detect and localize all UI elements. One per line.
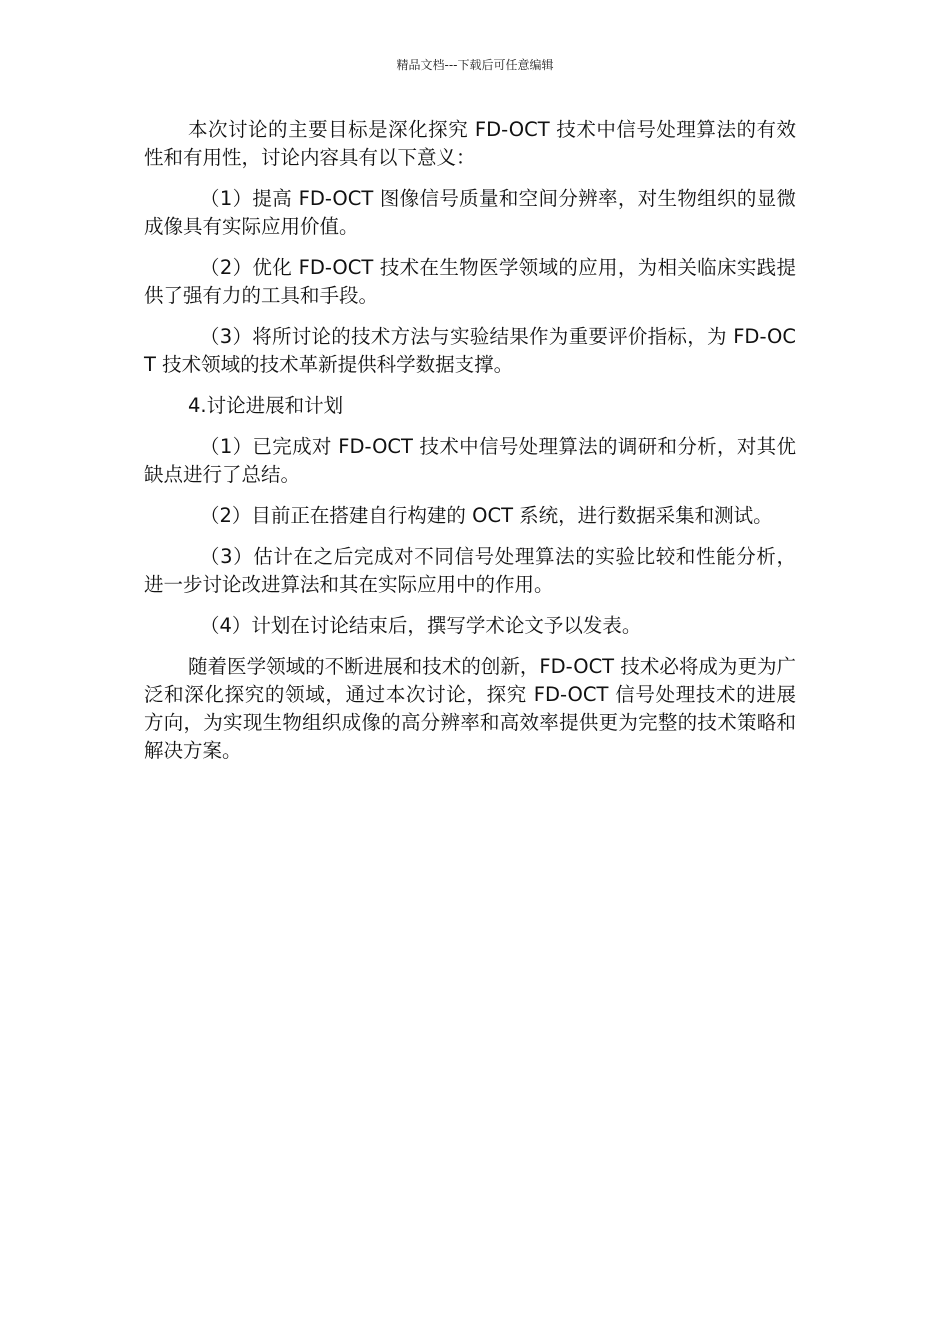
significance-item-2: （2）优化 FD-OCT 技术在生物医学领域的应用，为相关临床实践提供了强有力的工具和手段。 bbox=[144, 256, 796, 307]
progress-item-3: （3）估计在之后完成对不同信号处理算法的实验比较和性能分析，进一步讨论改进算法和其在实际应用中的作用。 bbox=[144, 545, 796, 596]
page-header: 精品文档---下载后可任意编辑 bbox=[396, 58, 554, 72]
significance-item-3: （3）将所讨论的技术方法与实验结果作为重要评价指标，为 FD-OCT 技术领域的技术革新提供科学数据支撑。 bbox=[144, 325, 796, 376]
significance-item-1: （1）提高 FD-OCT 图像信号质量和空间分辨率，对生物组织的显微成像具有实际应用价值。 bbox=[144, 187, 796, 238]
progress-item-2: （2）目前正在搭建自行构建的 OCT 系统，进行数据采集和测试。 bbox=[200, 504, 773, 527]
progress-item-4: （4）计划在讨论结束后，撰写学术论文予以发表。 bbox=[200, 614, 642, 637]
intro-paragraph: 本次讨论的主要目标是深化探究 FD-OCT 技术中信号处理算法的有效性和有用性，讨论内容具有以下意义： bbox=[144, 118, 796, 169]
conclusion-paragraph: 随着医学领域的不断进展和技术的创新，FD-OCT 技术必将成为更为广泛和深化探究的领域，通过本次讨论，探究 FD-OCT 信号处理技术的进展方向，为实现生物组织成像的高分辨率和高效率提供更为完整的技术策略和解决方案。 bbox=[144, 655, 796, 762]
document-body bbox=[144, 116, 796, 778]
section-heading: 4.讨论进展和计划 bbox=[188, 394, 344, 417]
progress-item-1: （1）已完成对 FD-OCT 技术中信号处理算法的调研和分析，对其优缺点进行了总结。 bbox=[144, 435, 796, 486]
